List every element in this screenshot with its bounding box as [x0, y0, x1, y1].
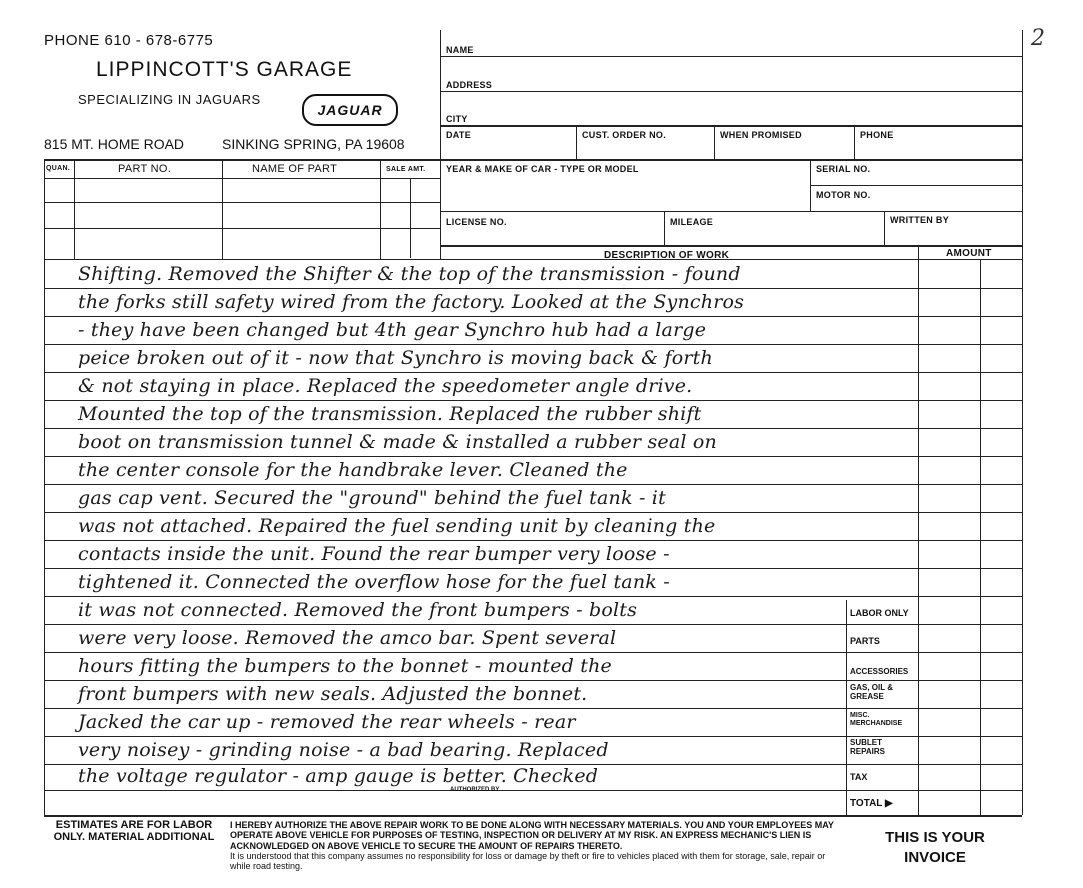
form-top-line [44, 159, 1022, 161]
serial-no-label: SERIAL NO. [816, 164, 871, 174]
form-bottom-line [44, 815, 1022, 817]
handwritten-line: was not attached. Repaired the fuel sending unit by cleaning the [78, 515, 716, 537]
handwritten-line: peice broken out of it - now that Synchro is moving back & forth [78, 347, 713, 369]
year-make-label: YEAR & MAKE OF CAR - TYPE OR MODEL [446, 164, 639, 174]
ruled-line [44, 372, 1022, 373]
handwritten-line: the forks still safety wired from the factory. Looked at the Synchros [78, 291, 745, 313]
cents-divider [980, 259, 981, 815]
license-line [440, 245, 1022, 247]
name-label: NAME [446, 45, 474, 55]
description-header: DESCRIPTION OF WORK [604, 250, 730, 261]
parts-col-divider [74, 159, 75, 259]
ruled-line [44, 680, 1022, 681]
handwritten-line: the center console for the handbrake lever. Cleaned the [78, 459, 628, 481]
qty-column-header: QUAN. [46, 165, 71, 172]
parts-col-divider [380, 159, 381, 259]
ruled-line [44, 288, 1022, 289]
handwritten-line: very noisey - grinding noise - a bad bearing. Replaced [78, 739, 609, 761]
handwritten-line: the voltage regulator - amp gauge is better. Checked [78, 765, 599, 787]
handwritten-line: hours fitting the bumpers to the bonnet - mounted the [78, 655, 612, 677]
ruled-line [44, 736, 1022, 737]
written-by-label: WRITTEN BY [890, 215, 949, 225]
parts-label: PARTS [850, 636, 880, 646]
handwritten-line: Mounted the top of the transmission. Replaced the rubber shift [78, 403, 702, 425]
labor-only-label: LABOR ONLY [850, 608, 909, 618]
handwritten-line: were very loose. Removed the amco bar. Spent several [78, 627, 617, 649]
jaguar-logo [302, 94, 398, 126]
handwritten-line: contacts inside the unit. Found the rear bumper very loose - [78, 543, 670, 565]
city-line [440, 125, 1022, 127]
ruled-line [44, 624, 1022, 625]
amount-divider [918, 245, 919, 815]
ruled-line [44, 456, 1022, 457]
handwritten-line: Jacked the car up - removed the rear wheels - rear [78, 711, 576, 733]
date-divider [576, 125, 577, 159]
handwritten-line: it was not connected. Removed the front bumpers - bolts [78, 599, 638, 621]
ruled-line [44, 316, 1022, 317]
amount-header: AMOUNT [946, 248, 992, 259]
ruled-line [44, 484, 1022, 485]
vehicle-line [440, 211, 1022, 212]
estimates-note: ESTIMATES ARE FOR LABOR ONLY. MATERIAL ADDITIONAL [53, 819, 215, 843]
ruled-line [44, 568, 1022, 569]
ruled-line [44, 344, 1022, 345]
invoice-line-1: THIS IS YOUR [885, 829, 985, 846]
address-label: ADDRESS [446, 80, 493, 90]
handwritten-line: boot on transmission tunnel & made & installed a rubber seal on [78, 431, 717, 453]
ruled-line [44, 596, 1022, 597]
address-line [440, 91, 1022, 92]
misc-label: MISC. MERCHANDISE [850, 712, 903, 727]
date-label: DATE [446, 130, 472, 140]
parts-col-divider [410, 178, 411, 258]
promised-divider [854, 125, 855, 159]
when-promised-label: WHEN PROMISED [720, 130, 802, 140]
authorization-text: I HEREBY AUTHORIZE THE ABOVE REPAIR WORK TO BE DONE ALONG WITH NECESSARY MATERIALS. YOU AND YOUR EMPLOYEES MAY OPERATE ABOVE VEHICLE FOR PURPOSES OF TESTING, INSPECTION OR DELIVERY AT MY RISK. AN EXPRESS MECHANIC'S LIEN IS ACKNOWLEDGED ON ABOVE VEHICLE TO SECURE THE AMOUNT OF REPAIRS THERETO. [230, 820, 834, 851]
authorization-terms [230, 820, 842, 872]
cust-order-label: CUST. ORDER NO. [582, 130, 667, 140]
specialty-tagline: SPECIALIZING IN JAGUARS [78, 92, 261, 107]
sublet-label: SUBLET REPAIRS [850, 738, 885, 756]
name-line [440, 56, 1022, 57]
jaguar-logo-text: JAGUAR [317, 102, 383, 118]
handwritten-line: tightened it. Connected the overflow hose for the fuel tank - [78, 571, 670, 593]
phone-label: PHONE [860, 130, 894, 140]
handwritten-line: - they have been changed but 4th gear Synchro hub had a large [78, 319, 707, 341]
tax-label: TAX [850, 772, 868, 782]
shop-phone: PHONE 610 - 678-6775 [44, 32, 214, 49]
shop-street: 815 MT. HOME ROAD [44, 136, 185, 152]
motor-no-label: MOTOR NO. [816, 190, 871, 200]
handwritten-line: & not staying in place. Replaced the speedometer angle drive. [78, 375, 693, 397]
parts-right-divider [440, 159, 441, 259]
serial-line [810, 185, 1022, 186]
city-label: CITY [446, 114, 468, 124]
shop-city: SINKING SPRING, PA 19608 [222, 136, 405, 152]
form-left-border [44, 159, 45, 815]
authorized-by-label: AUTHORIZED BY [450, 787, 500, 793]
order-divider [714, 125, 715, 159]
accessories-label: ACCESSORIES [850, 667, 909, 676]
mileage-label: MILEAGE [670, 217, 714, 227]
ruled-line [44, 400, 1022, 401]
handwritten-line: front bumpers with new seals. Adjusted the bonnet. [78, 683, 588, 705]
part-no-column-header: PART NO. [118, 163, 172, 175]
ruled-line [44, 428, 1022, 429]
header-divider [440, 30, 441, 160]
written-by-divider [884, 211, 885, 245]
parts-col-divider [222, 159, 223, 259]
totals-label-divider [846, 600, 847, 815]
ruled-line [44, 790, 1022, 791]
ruled-line [44, 512, 1022, 513]
handwritten-line: gas cap vent. Secured the "ground" behind the fuel tank - it [78, 487, 666, 509]
ruled-line [44, 540, 1022, 541]
ruled-line [44, 652, 1022, 653]
liability-disclaimer: It is understood that this company assumes no responsibility for loss or damage by theft or fire to vehicles placed with them for storage, sale, repair or while road testing. [230, 851, 826, 872]
invoice-notice [866, 828, 1004, 869]
garage-name: LIPPINCOTT'S GARAGE [96, 58, 353, 81]
page-number: 2 [1031, 26, 1045, 51]
description-header-line [44, 259, 1022, 260]
ruled-line [44, 708, 1022, 709]
invoice-line-2: INVOICE [904, 849, 966, 867]
form-right-border [1022, 30, 1023, 815]
name-of-part-column-header: NAME OF PART [252, 163, 338, 175]
total-label: TOTAL ▶ [850, 798, 893, 809]
gas-oil-label: GAS, OIL & GREASE [850, 683, 893, 701]
license-no-label: LICENSE NO. [446, 217, 507, 227]
handwritten-line: Shifting. Removed the Shifter & the top of the transmission - found [78, 263, 741, 285]
sale-amt-column-header: SALE AMT. [386, 166, 426, 173]
mileage-divider [664, 211, 665, 245]
